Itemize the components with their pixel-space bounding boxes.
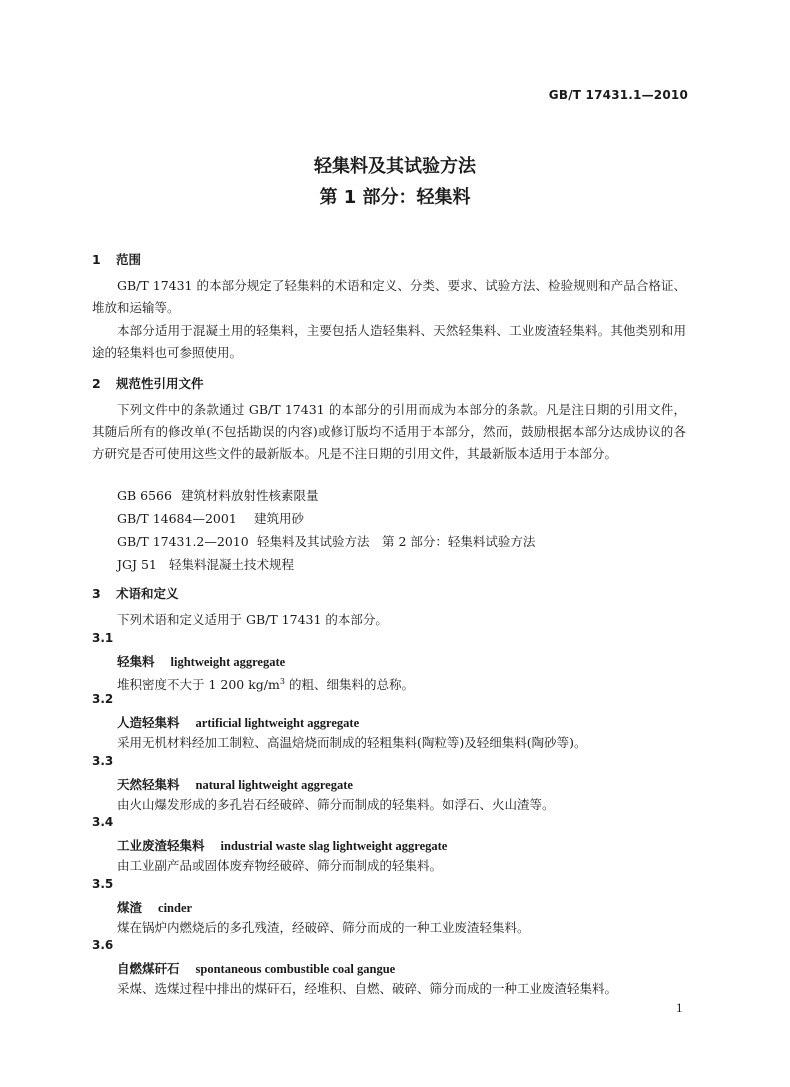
term-heading (117, 835, 447, 854)
term-chinese: 轻集料 (117, 654, 155, 669)
reference-code: JGJ 51 (117, 557, 157, 572)
section-title: 范围 (116, 252, 142, 267)
term-number: 3.2 (92, 692, 114, 706)
reference-item (117, 484, 319, 507)
document-subtitle: 第 1 部分：轻集料 (319, 187, 471, 208)
term-definition: 由火山爆发形成的多孔岩石经破碎、筛分而制成的轻集料。如浮石、火山渣等。 (117, 797, 555, 812)
term-number: 3.1 (92, 631, 114, 645)
reference-item (117, 530, 535, 553)
term-heading (117, 712, 359, 731)
reference-title: 建筑材料放射性核素限量 (181, 488, 319, 503)
section-title: 规范性引用文件 (116, 376, 204, 391)
term-definition: 堆积密度不大于 1 200 $kg/m^3$ 的粗、细集料的总称。 (117, 677, 414, 693)
section-2-heading (92, 374, 204, 392)
term-chinese: 煤渣 (117, 900, 143, 915)
term-definition: 采用无机材料经加工制粒、高温焙烧而制成的轻粗集料(陶粒等)及轻细集料(陶砂等)。 (117, 735, 587, 750)
term-definition: 由工业副产品或固体废弃物经破碎、筛分而制成的轻集料。 (117, 858, 443, 873)
term-heading (117, 897, 192, 916)
section-1-paragraph-2: 本部分适用于混凝土用的轻集料，主要包括人造轻集料、天然轻集料、工业废渣轻集料。其他类别和用途的轻集料也可参照使用。 (92, 323, 686, 360)
section-title: 术语和定义 (116, 586, 179, 601)
section-number: 3 (92, 586, 101, 601)
term-english: industrial waste slag lightweight aggregate (220, 839, 448, 853)
section-3-intro: 下列术语和定义适用于 GB/T 17431 的本部分。 (117, 612, 388, 627)
reference-item (117, 553, 294, 576)
term-definition: 煤在锅炉内燃烧后的多孔残渣，经破碎、筛分而成的一种工业废渣轻集料。 (117, 920, 530, 935)
reference-code: GB/T 14684—2001 (117, 511, 237, 526)
section-1-heading (92, 250, 141, 268)
reference-item (117, 507, 304, 530)
term-heading (117, 958, 395, 977)
term-chinese: 自燃煤矸石 (117, 961, 180, 976)
term-chinese: 人造轻集料 (117, 715, 180, 730)
term-heading (117, 651, 285, 670)
reference-code: GB/T 17431.2—2010 (117, 534, 249, 549)
term-number: 3.6 (92, 938, 114, 952)
section-number: 2 (92, 376, 101, 391)
term-number: 3.4 (92, 815, 114, 829)
reference-code: GB 6566 (117, 488, 172, 503)
term-english: cinder (158, 901, 193, 915)
standard-code: GB/T 17431.1—2010 (548, 88, 688, 102)
term-definition: 采煤、选煤过程中排出的煤矸石，经堆积、自燃、破碎、筛分而成的一种工业废渣轻集料。 (117, 981, 618, 996)
term-heading (117, 774, 353, 793)
term-chinese: 天然轻集料 (117, 777, 180, 792)
page-number: 1 (676, 1000, 683, 1015)
term-english: artificial lightweight aggregate (195, 716, 360, 730)
document-title: 轻集料及其试验方法 (314, 156, 476, 177)
section-number: 1 (92, 252, 101, 267)
reference-title: 建筑用砂 (254, 511, 305, 526)
term-english: lightweight aggregate (170, 655, 286, 669)
term-number: 3.5 (92, 877, 114, 891)
term-english: spontaneous combustible coal gangue (195, 962, 396, 976)
reference-title: 轻集料及其试验方法 第 2 部分：轻集料试验方法 (257, 534, 536, 549)
section-2-paragraph: 下列文件中的条款通过 GB/T 17431 的本部分的引用而成为本部分的条款。凡是注日期的引用文件，其随后所有的修改单(不包括勘误的内容)或修订版均不适用于本部分，然而，鼓励根据本部分达成协议的各方研究是否可使用这些文件的最新版本。凡是不注日期的引用文件，其最新版本适用于本部分。 (92, 402, 686, 461)
term-number: 3.3 (92, 754, 114, 768)
section-3-heading (92, 584, 179, 602)
term-chinese: 工业废渣轻集料 (117, 838, 205, 853)
term-english: natural lightweight aggregate (195, 778, 353, 792)
section-1-paragraph-1: GB/T 17431 的本部分规定了轻集料的术语和定义、分类、要求、试验方法、检验规则和产品合格证、堆放和运输等。 (92, 278, 686, 315)
reference-title: 轻集料混凝土技术规程 (169, 557, 295, 572)
